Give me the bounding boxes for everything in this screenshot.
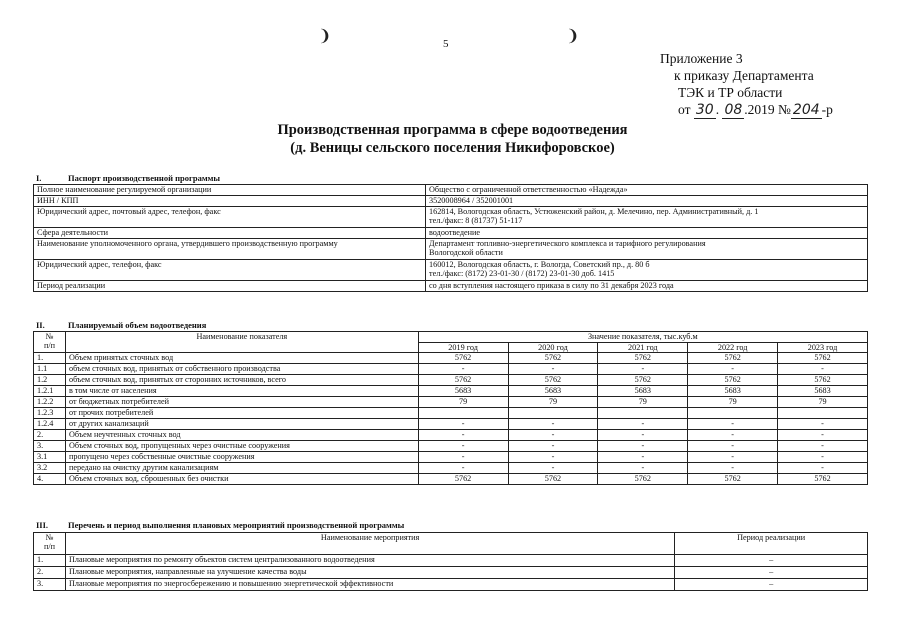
appendix-line-1: Приложение 3 bbox=[660, 51, 743, 66]
volume-cell: - bbox=[598, 441, 688, 452]
volume-row-no: 1.2.2 bbox=[34, 397, 66, 408]
measures-table bbox=[33, 532, 868, 591]
volume-row bbox=[34, 386, 868, 397]
passport-key: Наименование уполномоченного органа, утвердившего производственную программу bbox=[34, 239, 426, 260]
volume-cell: 5762 bbox=[688, 474, 778, 485]
punch-mark-right: ❩ bbox=[566, 28, 580, 45]
volume-year-head: 2020 год bbox=[508, 343, 598, 353]
volume-row-no: 1.2.1 bbox=[34, 386, 66, 397]
passport-value-line: Вологодской области bbox=[429, 248, 503, 257]
measures-head-name: Наименование мероприятия bbox=[65, 533, 674, 555]
passport-value-line: тел./факс: (8172) 23-01-30 / (8172) 23-01-30 доб. 1415 bbox=[429, 269, 615, 278]
passport-value-line: водоотведение bbox=[429, 228, 481, 237]
passport-row bbox=[34, 260, 868, 281]
passport-row bbox=[34, 228, 868, 239]
volume-cell: 5683 bbox=[778, 386, 868, 397]
volume-cell: - bbox=[778, 441, 868, 452]
appendix-line-3: ТЭК и ТР области bbox=[678, 85, 783, 100]
passport-value bbox=[426, 207, 868, 228]
passport-key: Период реализации bbox=[34, 281, 426, 292]
volume-row-name: от прочих потребителей bbox=[65, 408, 418, 419]
volume-cell: 79 bbox=[508, 397, 598, 408]
section-2-num: II. bbox=[36, 320, 45, 330]
volume-cell: 5683 bbox=[688, 386, 778, 397]
volume-head-name: Наименование показателя bbox=[65, 332, 418, 353]
measures-row bbox=[34, 555, 868, 567]
volume-cell: 5762 bbox=[508, 375, 598, 386]
passport-value bbox=[426, 239, 868, 260]
volume-row-name: Объем неучтенных сточных вод bbox=[65, 430, 418, 441]
volume-year-head: 2019 год bbox=[418, 343, 508, 353]
volume-cell: 5762 bbox=[598, 474, 688, 485]
volume-row-name: от других канализаций bbox=[65, 419, 418, 430]
volume-row-name: пропущено через собственные очистные сооружения bbox=[65, 452, 418, 463]
passport-value-line: со дня вступления настоящего приказа в силу по 31 декабря 2023 года bbox=[429, 281, 674, 290]
measures-row-period: – bbox=[675, 579, 868, 591]
volume-cell: - bbox=[778, 364, 868, 375]
volume-cell: 5683 bbox=[418, 386, 508, 397]
measures-row-no: 3. bbox=[34, 579, 66, 591]
volume-cell: - bbox=[598, 463, 688, 474]
measures-head-period: Период реализации bbox=[675, 533, 868, 555]
punch-mark-left: ❩ bbox=[318, 28, 332, 45]
volume-cell: 5762 bbox=[508, 474, 598, 485]
passport-key: Сфера деятельности bbox=[34, 228, 426, 239]
passport-value-line: 162814, Вологодская область, Устюженский район, д. Мелечино, пер. Административный, д. 1 bbox=[429, 207, 759, 216]
order-number-handwritten: 204 bbox=[792, 102, 820, 118]
volume-cell: 5762 bbox=[688, 353, 778, 364]
volume-row-name: в том числе от населения bbox=[65, 386, 418, 397]
passport-value bbox=[426, 196, 868, 207]
volume-row bbox=[34, 430, 868, 441]
passport-value-line: Общество с ограниченной ответственностью «Надежда» bbox=[429, 185, 628, 194]
volume-cell: 5762 bbox=[688, 375, 778, 386]
volume-cell: 5683 bbox=[598, 386, 688, 397]
date-year: .2019 № bbox=[744, 102, 791, 117]
volume-cell: - bbox=[598, 364, 688, 375]
passport-row bbox=[34, 281, 868, 292]
volume-cell: - bbox=[598, 452, 688, 463]
volume-row-no: 1.2 bbox=[34, 375, 66, 386]
volume-year-head: 2021 год bbox=[598, 343, 688, 353]
volume-cell: - bbox=[778, 430, 868, 441]
volume-cell: - bbox=[598, 430, 688, 441]
volume-head-value: Значение показателя, тыс.куб.м bbox=[418, 332, 867, 343]
passport-row bbox=[34, 207, 868, 228]
section-1-title: Паспорт производственной программы bbox=[68, 173, 221, 183]
volume-cell bbox=[598, 408, 688, 419]
passport-key: Юридический адрес, почтовый адрес, телефон, факс bbox=[34, 207, 426, 228]
volume-cell: 5762 bbox=[598, 375, 688, 386]
volume-cell: - bbox=[688, 452, 778, 463]
volume-cell: - bbox=[508, 441, 598, 452]
volume-cell: 79 bbox=[688, 397, 778, 408]
section-1-heading bbox=[36, 173, 220, 183]
volume-cell bbox=[508, 408, 598, 419]
measures-row-no: 2. bbox=[34, 567, 66, 579]
volume-cell: - bbox=[508, 419, 598, 430]
volume-cell: 5762 bbox=[508, 353, 598, 364]
volume-row-name: Объем принятых сточных вод bbox=[65, 353, 418, 364]
volume-cell: 79 bbox=[598, 397, 688, 408]
volume-row-no: 3.2 bbox=[34, 463, 66, 474]
volume-cell: - bbox=[508, 452, 598, 463]
volume-cell bbox=[778, 408, 868, 419]
volume-cell: - bbox=[418, 452, 508, 463]
volume-cell: - bbox=[508, 463, 598, 474]
volume-row-name: объем сточных вод, принятых от сторонних источников, всего bbox=[65, 375, 418, 386]
passport-row bbox=[34, 185, 868, 196]
volume-cell: - bbox=[508, 430, 598, 441]
appendix-date-line bbox=[660, 101, 833, 119]
appendix-block bbox=[660, 50, 833, 119]
section-3-num: III. bbox=[36, 520, 49, 530]
volume-cell: - bbox=[778, 463, 868, 474]
volume-cell: - bbox=[418, 364, 508, 375]
passport-row bbox=[34, 239, 868, 260]
volume-row bbox=[34, 441, 868, 452]
measures-row bbox=[34, 567, 868, 579]
measures-row-period: – bbox=[675, 555, 868, 567]
date-suffix: -р bbox=[821, 102, 833, 117]
volume-cell: - bbox=[778, 419, 868, 430]
volume-row bbox=[34, 375, 868, 386]
measures-row-name: Плановые мероприятия, направленные на улучшение качества воды bbox=[65, 567, 674, 579]
page-number: 5 bbox=[443, 38, 449, 50]
volume-cell: 5762 bbox=[418, 353, 508, 364]
volume-cell: 5762 bbox=[598, 353, 688, 364]
volume-row bbox=[34, 397, 868, 408]
volume-cell: - bbox=[418, 430, 508, 441]
section-3-title: Перечень и период выполнения плановых мероприятий производственной программы bbox=[68, 520, 405, 530]
measures-row bbox=[34, 579, 868, 591]
volume-row-no: 3. bbox=[34, 441, 66, 452]
measures-row-name: Плановые мероприятия по ремонту объектов систем централизованного водоотведения bbox=[65, 555, 674, 567]
volume-cell: 5762 bbox=[778, 474, 868, 485]
volume-row bbox=[34, 474, 868, 485]
section-3-heading bbox=[36, 520, 404, 530]
passport-value-line: 3520008964 / 352001001 bbox=[429, 196, 514, 205]
volume-row bbox=[34, 452, 868, 463]
volume-cell: 5762 bbox=[778, 375, 868, 386]
passport-value bbox=[426, 281, 868, 292]
volume-row-no: 1. bbox=[34, 353, 66, 364]
volume-cell: 5762 bbox=[418, 474, 508, 485]
volume-cell: - bbox=[688, 441, 778, 452]
volume-row-no: 2. bbox=[34, 430, 66, 441]
volume-cell: - bbox=[688, 430, 778, 441]
section-2-heading bbox=[36, 320, 206, 330]
passport-value-line: Департамент топливно-энергетического комплекса и тарифного регулирования bbox=[429, 239, 706, 248]
passport-value bbox=[426, 228, 868, 239]
passport-key: ИНН / КПП bbox=[34, 196, 426, 207]
passport-value-line: 160012, Вологодская область, г. Вологда, Советский пр., д. 80 б bbox=[429, 260, 650, 269]
volume-cell: - bbox=[688, 419, 778, 430]
volume-cell: 5762 bbox=[418, 375, 508, 386]
passport-row bbox=[34, 196, 868, 207]
volume-cell bbox=[418, 408, 508, 419]
appendix-line-2: к приказу Департамента bbox=[674, 68, 814, 83]
passport-value bbox=[426, 260, 868, 281]
volume-row-name: Объем сточных вод, пропущенных через очистные сооружения bbox=[65, 441, 418, 452]
volume-year-head: 2023 год bbox=[778, 343, 868, 353]
volume-cell: - bbox=[688, 364, 778, 375]
measures-head-no: № п/п bbox=[34, 533, 66, 555]
volume-head-no: № п/п bbox=[34, 332, 66, 353]
volume-cell: - bbox=[508, 364, 598, 375]
passport-value bbox=[426, 185, 868, 196]
volume-year-head: 2022 год bbox=[688, 343, 778, 353]
volume-row bbox=[34, 463, 868, 474]
measures-row-period: – bbox=[675, 567, 868, 579]
volume-row bbox=[34, 419, 868, 430]
volume-cell: - bbox=[688, 463, 778, 474]
measures-row-no: 1. bbox=[34, 555, 66, 567]
volume-cell: - bbox=[418, 419, 508, 430]
measures-row-name: Плановые мероприятия по энергосбережению и повышению энергетической эффективности bbox=[65, 579, 674, 591]
volume-row-name: от бюджетных потребителей bbox=[65, 397, 418, 408]
passport-key: Полное наименование регулируемой организации bbox=[34, 185, 426, 196]
volume-cell: - bbox=[418, 441, 508, 452]
volume-row bbox=[34, 353, 868, 364]
date-month-handwritten: 08 bbox=[724, 102, 743, 118]
date-day-handwritten: 30 bbox=[695, 102, 714, 118]
volume-cell: - bbox=[418, 463, 508, 474]
volume-row-no: 1.2.4 bbox=[34, 419, 66, 430]
volume-row-no: 1.2.3 bbox=[34, 408, 66, 419]
volume-row-no: 1.1 bbox=[34, 364, 66, 375]
volume-row-no: 4. bbox=[34, 474, 66, 485]
document-title-2: (д. Веницы сельского поселения Никифоровское) bbox=[290, 140, 615, 156]
volume-row-name: Объем сточных вод, сброшенных без очистки bbox=[65, 474, 418, 485]
passport-key: Юридический адрес, телефон, факс bbox=[34, 260, 426, 281]
volume-row-name: передано на очистку другим канализациям bbox=[65, 463, 418, 474]
volume-cell: 79 bbox=[778, 397, 868, 408]
volume-cell: 79 bbox=[418, 397, 508, 408]
volume-cell: - bbox=[598, 419, 688, 430]
volume-cell: 5683 bbox=[508, 386, 598, 397]
passport-table bbox=[33, 184, 868, 292]
volume-row-no: 3.1 bbox=[34, 452, 66, 463]
section-1-num: I. bbox=[36, 173, 42, 183]
volume-row-name: объем сточных вод, принятых от собственного производства bbox=[65, 364, 418, 375]
volume-table bbox=[33, 331, 868, 485]
volume-row bbox=[34, 364, 868, 375]
section-2-title: Планируемый объем водоотведения bbox=[68, 320, 207, 330]
date-prefix: от bbox=[678, 102, 691, 117]
document-title-1: Производственная программа в сфере водоотведения bbox=[277, 122, 628, 138]
volume-cell: - bbox=[778, 452, 868, 463]
date-sep: . bbox=[715, 102, 720, 117]
volume-cell bbox=[688, 408, 778, 419]
passport-value-line: тел./факс: 8 (81737) 51-117 bbox=[429, 216, 523, 225]
volume-cell: 5762 bbox=[778, 353, 868, 364]
volume-row bbox=[34, 408, 868, 419]
